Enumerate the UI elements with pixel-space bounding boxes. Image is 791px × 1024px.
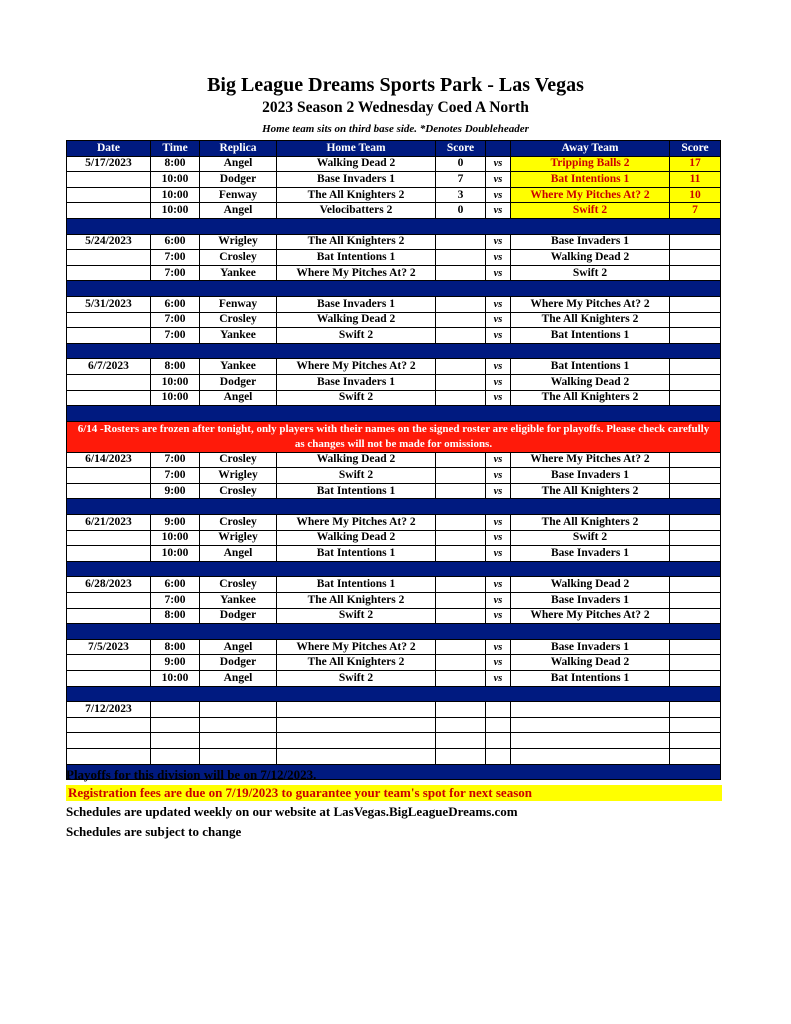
table-row bbox=[67, 748, 721, 764]
home-score-cell bbox=[436, 608, 486, 624]
vs-cell: vs bbox=[486, 250, 511, 266]
home-score-cell bbox=[436, 748, 486, 764]
home-team-cell: Swift 2 bbox=[277, 328, 436, 344]
schedule-body bbox=[67, 156, 721, 780]
away-score-cell bbox=[670, 733, 721, 749]
home-score-cell: 0 bbox=[436, 203, 486, 219]
vs-cell bbox=[486, 717, 511, 733]
date-cell: 7/12/2023 bbox=[67, 702, 151, 718]
date-cell: 6/21/2023 bbox=[67, 515, 151, 531]
home-score-cell bbox=[436, 296, 486, 312]
time-cell bbox=[151, 748, 200, 764]
home-team-cell: The All Knighters 2 bbox=[277, 655, 436, 671]
away-score-cell bbox=[670, 639, 721, 655]
away-score-cell bbox=[670, 655, 721, 671]
away-score-cell bbox=[670, 702, 721, 718]
away-team-cell bbox=[511, 748, 670, 764]
date-cell: 5/31/2023 bbox=[67, 296, 151, 312]
away-team-cell: Bat Intentions 1 bbox=[511, 671, 670, 687]
home-team-cell: Swift 2 bbox=[277, 671, 436, 687]
vs-cell bbox=[486, 702, 511, 718]
separator-cell bbox=[67, 343, 721, 359]
away-score-cell bbox=[670, 265, 721, 281]
away-score-cell bbox=[670, 483, 721, 499]
time-cell: 10:00 bbox=[151, 203, 200, 219]
vs-cell: vs bbox=[486, 312, 511, 328]
time-cell: 6:00 bbox=[151, 234, 200, 250]
vs-cell: vs bbox=[486, 296, 511, 312]
table-row bbox=[67, 265, 721, 281]
replica-cell: Dodger bbox=[200, 608, 277, 624]
away-team-cell: Bat Intentions 1 bbox=[511, 328, 670, 344]
home-score-cell bbox=[436, 593, 486, 609]
home-score-cell bbox=[436, 390, 486, 406]
home-score-cell bbox=[436, 733, 486, 749]
home-team-cell: Where My Pitches At? 2 bbox=[277, 515, 436, 531]
home-score-cell bbox=[436, 452, 486, 468]
home-score-cell bbox=[436, 468, 486, 484]
time-cell: 6:00 bbox=[151, 577, 200, 593]
home-team-cell: Swift 2 bbox=[277, 608, 436, 624]
time-cell: 7:00 bbox=[151, 593, 200, 609]
home-score-cell: 0 bbox=[436, 156, 486, 172]
date-cell bbox=[67, 172, 151, 188]
date-cell bbox=[67, 546, 151, 562]
time-cell: 7:00 bbox=[151, 452, 200, 468]
away-team-cell: The All Knighters 2 bbox=[511, 483, 670, 499]
away-team-cell: Swift 2 bbox=[511, 530, 670, 546]
table-row bbox=[67, 577, 721, 593]
vs-cell: vs bbox=[486, 515, 511, 531]
replica-cell: Crosley bbox=[200, 452, 277, 468]
date-cell bbox=[67, 483, 151, 499]
away-team-cell: Tripping Balls 2 bbox=[511, 156, 670, 172]
replica-cell: Yankee bbox=[200, 265, 277, 281]
home-team-cell: Bat Intentions 1 bbox=[277, 577, 436, 593]
home-team-cell: Base Invaders 1 bbox=[277, 374, 436, 390]
vs-cell: vs bbox=[486, 265, 511, 281]
home-score-cell bbox=[436, 671, 486, 687]
away-score-cell bbox=[670, 593, 721, 609]
col-header-away-score: Score bbox=[670, 141, 721, 157]
replica-cell: Crosley bbox=[200, 577, 277, 593]
page-note: Home team sits on third base side. *Denotes Doubleheader bbox=[262, 123, 529, 135]
away-team-cell: The All Knighters 2 bbox=[511, 312, 670, 328]
time-cell: 10:00 bbox=[151, 390, 200, 406]
table-row bbox=[67, 359, 721, 375]
vs-cell: vs bbox=[486, 577, 511, 593]
replica-cell: Dodger bbox=[200, 172, 277, 188]
away-team-cell: The All Knighters 2 bbox=[511, 515, 670, 531]
date-cell bbox=[67, 655, 151, 671]
home-score-cell: 7 bbox=[436, 172, 486, 188]
vs-cell bbox=[486, 733, 511, 749]
date-cell: 6/28/2023 bbox=[67, 577, 151, 593]
away-score-cell bbox=[670, 250, 721, 266]
replica-cell: Wrigley bbox=[200, 530, 277, 546]
date-cell bbox=[67, 187, 151, 203]
away-score-cell bbox=[670, 328, 721, 344]
home-team-cell: The All Knighters 2 bbox=[277, 593, 436, 609]
table-row bbox=[67, 515, 721, 531]
home-score-cell bbox=[436, 374, 486, 390]
col-header-date: Date bbox=[67, 141, 151, 157]
table-row bbox=[67, 172, 721, 188]
date-cell bbox=[67, 530, 151, 546]
separator-row bbox=[67, 281, 721, 297]
table-row bbox=[67, 187, 721, 203]
time-cell: 10:00 bbox=[151, 546, 200, 562]
time-cell: 10:00 bbox=[151, 374, 200, 390]
home-score-cell bbox=[436, 483, 486, 499]
roster-notice-row bbox=[67, 421, 721, 452]
home-score-cell bbox=[436, 250, 486, 266]
time-cell: 8:00 bbox=[151, 639, 200, 655]
time-cell: 9:00 bbox=[151, 655, 200, 671]
away-team-cell: Base Invaders 1 bbox=[511, 546, 670, 562]
away-score-cell: 17 bbox=[670, 156, 721, 172]
home-score-cell: 3 bbox=[436, 187, 486, 203]
replica-cell: Angel bbox=[200, 390, 277, 406]
replica-cell bbox=[200, 702, 277, 718]
time-cell: 10:00 bbox=[151, 172, 200, 188]
separator-row bbox=[67, 624, 721, 640]
roster-notice: 6/14 -Rosters are frozen after tonight, only players with their names on the signed roster are eligible for playoffs. Please check carefully as changes will not be made for omissions. bbox=[67, 421, 721, 452]
home-score-cell bbox=[436, 328, 486, 344]
table-row bbox=[67, 312, 721, 328]
separator-row bbox=[67, 406, 721, 422]
home-team-cell: Where My Pitches At? 2 bbox=[277, 359, 436, 375]
vs-cell: vs bbox=[486, 390, 511, 406]
vs-cell: vs bbox=[486, 156, 511, 172]
away-score-cell bbox=[670, 577, 721, 593]
replica-cell bbox=[200, 717, 277, 733]
home-team-cell bbox=[277, 748, 436, 764]
separator-row bbox=[67, 686, 721, 702]
table-row bbox=[67, 390, 721, 406]
home-team-cell: Where My Pitches At? 2 bbox=[277, 265, 436, 281]
home-team-cell: Bat Intentions 1 bbox=[277, 546, 436, 562]
away-score-cell: 7 bbox=[670, 203, 721, 219]
vs-cell: vs bbox=[486, 203, 511, 219]
away-score-cell bbox=[670, 546, 721, 562]
time-cell: 8:00 bbox=[151, 156, 200, 172]
away-team-cell: Base Invaders 1 bbox=[511, 593, 670, 609]
separator-row bbox=[67, 561, 721, 577]
date-cell bbox=[67, 203, 151, 219]
away-team-cell: Walking Dead 2 bbox=[511, 250, 670, 266]
table-row bbox=[67, 374, 721, 390]
separator-cell bbox=[67, 499, 721, 515]
away-team-cell: Bat Intentions 1 bbox=[511, 359, 670, 375]
table-row bbox=[67, 655, 721, 671]
replica-cell: Yankee bbox=[200, 328, 277, 344]
home-team-cell: The All Knighters 2 bbox=[277, 187, 436, 203]
home-team-cell: Velocibatters 2 bbox=[277, 203, 436, 219]
table-row bbox=[67, 671, 721, 687]
replica-cell: Wrigley bbox=[200, 234, 277, 250]
away-team-cell: Where My Pitches At? 2 bbox=[511, 452, 670, 468]
vs-cell: vs bbox=[486, 546, 511, 562]
replica-cell: Angel bbox=[200, 156, 277, 172]
replica-cell bbox=[200, 733, 277, 749]
time-cell: 7:00 bbox=[151, 328, 200, 344]
vs-cell: vs bbox=[486, 172, 511, 188]
away-score-cell bbox=[670, 608, 721, 624]
away-team-cell: Base Invaders 1 bbox=[511, 468, 670, 484]
time-cell: 6:00 bbox=[151, 296, 200, 312]
table-row bbox=[67, 717, 721, 733]
vs-cell: vs bbox=[486, 530, 511, 546]
home-score-cell bbox=[436, 265, 486, 281]
time-cell: 7:00 bbox=[151, 468, 200, 484]
home-score-cell bbox=[436, 359, 486, 375]
date-cell bbox=[67, 328, 151, 344]
table-row bbox=[67, 593, 721, 609]
away-team-cell: Base Invaders 1 bbox=[511, 234, 670, 250]
table-row bbox=[67, 328, 721, 344]
vs-cell: vs bbox=[486, 608, 511, 624]
time-cell: 8:00 bbox=[151, 608, 200, 624]
away-team-cell: Walking Dead 2 bbox=[511, 655, 670, 671]
home-team-cell: Swift 2 bbox=[277, 468, 436, 484]
away-team-cell: Where My Pitches At? 2 bbox=[511, 296, 670, 312]
away-team-cell bbox=[511, 733, 670, 749]
vs-cell: vs bbox=[486, 234, 511, 250]
away-team-cell: Where My Pitches At? 2 bbox=[511, 187, 670, 203]
time-cell bbox=[151, 717, 200, 733]
home-score-cell bbox=[436, 234, 486, 250]
replica-cell bbox=[200, 748, 277, 764]
replica-cell: Fenway bbox=[200, 187, 277, 203]
vs-cell: vs bbox=[486, 468, 511, 484]
vs-cell: vs bbox=[486, 359, 511, 375]
separator-row bbox=[67, 499, 721, 515]
away-score-cell bbox=[670, 359, 721, 375]
home-team-cell: Bat Intentions 1 bbox=[277, 250, 436, 266]
home-score-cell bbox=[436, 577, 486, 593]
replica-cell: Dodger bbox=[200, 374, 277, 390]
date-cell bbox=[67, 390, 151, 406]
home-score-cell bbox=[436, 639, 486, 655]
table-row bbox=[67, 483, 721, 499]
table-row bbox=[67, 608, 721, 624]
away-team-cell: Swift 2 bbox=[511, 203, 670, 219]
time-cell: 10:00 bbox=[151, 530, 200, 546]
separator-row bbox=[67, 343, 721, 359]
replica-cell: Yankee bbox=[200, 359, 277, 375]
away-score-cell bbox=[670, 312, 721, 328]
replica-cell: Dodger bbox=[200, 655, 277, 671]
playoffs-note: Playoffs for this division will be on 7/12/2023. bbox=[66, 767, 317, 782]
separator-cell bbox=[67, 218, 721, 234]
separator-row bbox=[67, 218, 721, 234]
separator-cell bbox=[67, 561, 721, 577]
date-cell bbox=[67, 717, 151, 733]
home-score-cell bbox=[436, 530, 486, 546]
replica-cell: Angel bbox=[200, 546, 277, 562]
home-score-cell bbox=[436, 546, 486, 562]
table-row bbox=[67, 203, 721, 219]
home-team-cell: Walking Dead 2 bbox=[277, 156, 436, 172]
time-cell: 10:00 bbox=[151, 187, 200, 203]
away-score-cell bbox=[670, 234, 721, 250]
replica-cell: Angel bbox=[200, 639, 277, 655]
time-cell: 7:00 bbox=[151, 312, 200, 328]
separator-cell bbox=[67, 406, 721, 422]
home-team-cell bbox=[277, 733, 436, 749]
home-score-cell bbox=[436, 717, 486, 733]
date-cell: 6/14/2023 bbox=[67, 452, 151, 468]
time-cell: 7:00 bbox=[151, 265, 200, 281]
away-team-cell: The All Knighters 2 bbox=[511, 390, 670, 406]
date-cell: 5/17/2023 bbox=[67, 156, 151, 172]
away-score-cell bbox=[670, 671, 721, 687]
table-row bbox=[67, 530, 721, 546]
vs-cell: vs bbox=[486, 593, 511, 609]
home-team-cell bbox=[277, 717, 436, 733]
away-score-cell bbox=[670, 452, 721, 468]
away-score-cell bbox=[670, 748, 721, 764]
date-cell bbox=[67, 608, 151, 624]
time-cell bbox=[151, 702, 200, 718]
home-score-cell bbox=[436, 515, 486, 531]
col-header-home-team: Home Team bbox=[277, 141, 436, 157]
away-team-cell: Walking Dead 2 bbox=[511, 577, 670, 593]
away-score-cell bbox=[670, 374, 721, 390]
away-score-cell bbox=[670, 296, 721, 312]
date-cell: 5/24/2023 bbox=[67, 234, 151, 250]
replica-cell: Crosley bbox=[200, 483, 277, 499]
home-team-cell: The All Knighters 2 bbox=[277, 234, 436, 250]
away-team-cell: Bat Intentions 1 bbox=[511, 172, 670, 188]
replica-cell: Yankee bbox=[200, 593, 277, 609]
disclaimer-note: Schedules are subject to change bbox=[66, 824, 242, 839]
date-cell bbox=[67, 265, 151, 281]
replica-cell: Wrigley bbox=[200, 468, 277, 484]
page-title: Big League Dreams Sports Park - Las Vegas bbox=[207, 74, 584, 96]
table-header-row bbox=[67, 141, 721, 157]
away-team-cell: Where My Pitches At? 2 bbox=[511, 608, 670, 624]
away-team-cell: Base Invaders 1 bbox=[511, 639, 670, 655]
date-cell bbox=[67, 250, 151, 266]
home-score-cell bbox=[436, 312, 486, 328]
time-cell: 10:00 bbox=[151, 671, 200, 687]
table-row bbox=[67, 250, 721, 266]
col-header-home-score: Score bbox=[436, 141, 486, 157]
schedule-table bbox=[66, 140, 721, 780]
home-team-cell: Walking Dead 2 bbox=[277, 312, 436, 328]
replica-cell: Angel bbox=[200, 203, 277, 219]
time-cell bbox=[151, 733, 200, 749]
away-team-cell bbox=[511, 717, 670, 733]
table-row bbox=[67, 639, 721, 655]
replica-cell: Crosley bbox=[200, 250, 277, 266]
time-cell: 9:00 bbox=[151, 515, 200, 531]
table-row bbox=[67, 156, 721, 172]
home-score-cell bbox=[436, 655, 486, 671]
table-row bbox=[67, 452, 721, 468]
vs-cell bbox=[486, 748, 511, 764]
away-team-cell bbox=[511, 702, 670, 718]
vs-cell: vs bbox=[486, 187, 511, 203]
away-score-cell bbox=[670, 717, 721, 733]
time-cell: 9:00 bbox=[151, 483, 200, 499]
table-row bbox=[67, 702, 721, 718]
page-subtitle: 2023 Season 2 Wednesday Coed A North bbox=[262, 99, 529, 116]
col-header-vs bbox=[486, 141, 511, 157]
time-cell: 8:00 bbox=[151, 359, 200, 375]
vs-cell: vs bbox=[486, 639, 511, 655]
away-score-cell bbox=[670, 468, 721, 484]
home-team-cell: Where My Pitches At? 2 bbox=[277, 639, 436, 655]
home-team-cell: Swift 2 bbox=[277, 390, 436, 406]
replica-cell: Crosley bbox=[200, 312, 277, 328]
separator-cell bbox=[67, 281, 721, 297]
away-score-cell: 10 bbox=[670, 187, 721, 203]
vs-cell: vs bbox=[486, 452, 511, 468]
away-team-cell: Walking Dead 2 bbox=[511, 374, 670, 390]
date-cell bbox=[67, 312, 151, 328]
vs-cell: vs bbox=[486, 655, 511, 671]
away-score-cell bbox=[670, 390, 721, 406]
date-cell bbox=[67, 748, 151, 764]
date-cell bbox=[67, 733, 151, 749]
date-cell: 6/7/2023 bbox=[67, 359, 151, 375]
home-team-cell: Walking Dead 2 bbox=[277, 452, 436, 468]
vs-cell: vs bbox=[486, 671, 511, 687]
away-score-cell bbox=[670, 530, 721, 546]
home-team-cell: Bat Intentions 1 bbox=[277, 483, 436, 499]
date-cell bbox=[67, 468, 151, 484]
table-row bbox=[67, 296, 721, 312]
col-header-time: Time bbox=[151, 141, 200, 157]
table-row bbox=[67, 546, 721, 562]
time-cell: 7:00 bbox=[151, 250, 200, 266]
website-note: Schedules are updated weekly on our website at LasVegas.BigLeagueDreams.com bbox=[66, 804, 518, 819]
home-team-cell: Walking Dead 2 bbox=[277, 530, 436, 546]
home-team-cell: Base Invaders 1 bbox=[277, 296, 436, 312]
replica-cell: Crosley bbox=[200, 515, 277, 531]
separator-cell bbox=[67, 624, 721, 640]
vs-cell: vs bbox=[486, 328, 511, 344]
table-row bbox=[67, 468, 721, 484]
vs-cell: vs bbox=[486, 483, 511, 499]
table-row bbox=[67, 733, 721, 749]
date-cell: 7/5/2023 bbox=[67, 639, 151, 655]
date-cell bbox=[67, 593, 151, 609]
registration-note: Registration fees are due on 7/19/2023 to guarantee your team's spot for next season bbox=[66, 785, 722, 801]
home-team-cell: Base Invaders 1 bbox=[277, 172, 436, 188]
table-row bbox=[67, 234, 721, 250]
away-score-cell: 11 bbox=[670, 172, 721, 188]
replica-cell: Fenway bbox=[200, 296, 277, 312]
col-header-away-team: Away Team bbox=[511, 141, 670, 157]
separator-cell bbox=[67, 686, 721, 702]
vs-cell: vs bbox=[486, 374, 511, 390]
away-team-cell: Swift 2 bbox=[511, 265, 670, 281]
away-score-cell bbox=[670, 515, 721, 531]
date-cell bbox=[67, 671, 151, 687]
replica-cell: Angel bbox=[200, 671, 277, 687]
home-score-cell bbox=[436, 702, 486, 718]
date-cell bbox=[67, 374, 151, 390]
col-header-replica: Replica bbox=[200, 141, 277, 157]
home-team-cell bbox=[277, 702, 436, 718]
